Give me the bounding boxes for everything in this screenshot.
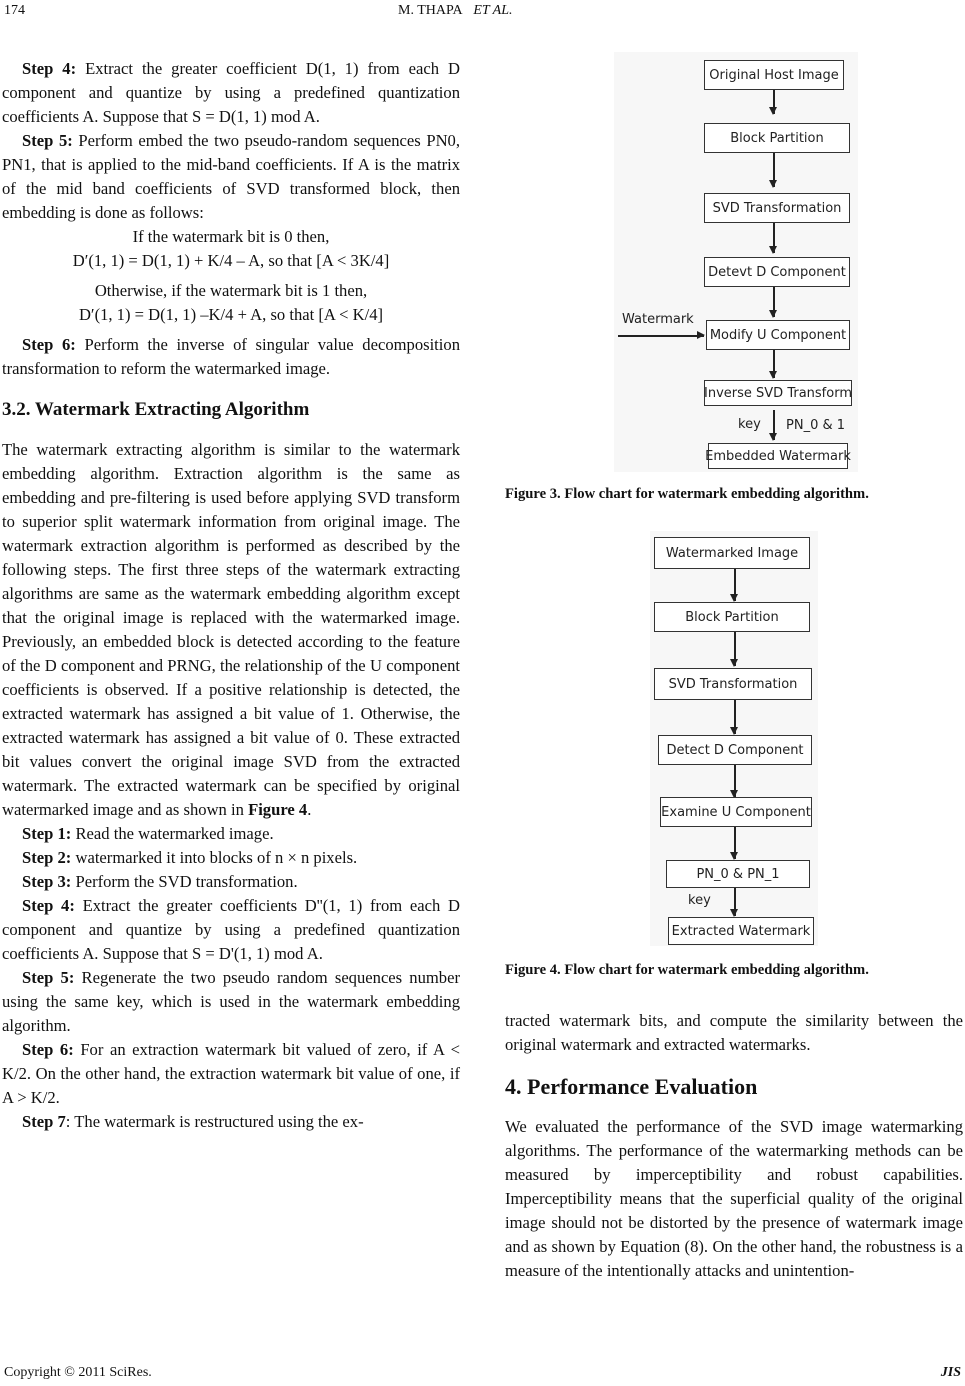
figure4-caption: Figure 4. Flow chart for watermark embedding algorithm. — [505, 962, 869, 978]
figure3-caption: Figure 3. Flow chart for watermark embedding algorithm. — [505, 486, 869, 502]
fig3-arrow-4 — [773, 287, 775, 317]
fig3-arrow-6 — [773, 410, 775, 440]
left-column — [2, 57, 460, 1134]
et-al: ET AL. — [473, 3, 513, 18]
step4: Step 4: Extract the greater coefficients D''(1, 1) from each D component and quantize by using a predefined quantization coefficients A. Suppose that S = D'(1, 1) mod A. — [2, 896, 460, 963]
paragraph-performance: We evaluated the performance of the SVD image watermarking algorithms. The performance of the watermarking methods can be measured by imperceptibility and robust capabilities. Imperceptibility means that the superficial quality of the original image should not be distorted by the presence of watermark image and as shown by Equation (8). On the other hand, the robustness is a measure of the intentionally attacks and unintention- — [505, 1117, 963, 1280]
fig4-arrow-1 — [734, 569, 736, 601]
figure3-flowchart — [614, 52, 858, 472]
paragraph-extraction: The watermark extracting algorithm is similar to the watermark embedding algorithm. Extraction algorithm is the same as embedding and pre-filtering is used before applying SVD transform to superior split watermark information from original image. The watermark extraction algorithm is performed as described by the following steps. The first three steps of the watermark extracting algorithms are same as the watermark embedding algorithm except that the original image is replaced with the watermarked image. Previously, an embedded block is detected according to the feature of the D component and PRNG, the relationship of the U component coefficients is observed. If a positive relationship is detected, the extracted watermark has assigned a bit value of 1. Otherwise, the extracted watermark has assigned a bit value of 0. These extracted bit values convert the original image SVD from the extracted watermark. The extracted watermark can be specified by original watermarked image and as shown in Figure 4. — [2, 440, 460, 819]
page-number: 174 — [4, 3, 25, 18]
footer-copyright: Copyright © 2011 SciRes. — [4, 1365, 152, 1380]
fig3-box-detect-d-component: Detevt D Component — [704, 257, 850, 287]
fig3-key-label: key — [738, 417, 761, 432]
fig3-box-block-partition: Block Partition — [704, 123, 850, 153]
fig4-box-pn: PN_0 & PN_1 — [666, 860, 810, 888]
step5: Step 5: Regenerate the two pseudo random sequences number using the same key, which is used in the watermark embedding algorithm. — [2, 968, 460, 1035]
fig4-box-examine-u-component: Examine U Component — [660, 797, 812, 827]
fig3-watermark-arrow — [618, 335, 704, 337]
fig3-box-inverse-svd: Inverse SVD Transform — [704, 380, 852, 406]
fig3-box-modify-u-component: Modify U Component — [706, 320, 850, 350]
step3: Step 3: Perform the SVD transformation. — [22, 872, 298, 891]
fig4-box-block-partition: Block Partition — [654, 602, 810, 632]
fig4-arrow-5 — [734, 827, 736, 859]
fig3-box-original-host-image: Original Host Image — [704, 60, 844, 90]
paragraph-step4-embed: Step 4: Extract the greater coefficient D(1, 1) from each D component and quantize by using a predefined quantization coefficients A. Suppose that S = D(1, 1) mod A. — [2, 59, 460, 126]
section-heading-4: 4. Performance Evaluation — [505, 1074, 758, 1099]
step1: Step 1: Read the watermarked image. — [22, 824, 274, 843]
authors: M. THAPA — [398, 3, 462, 18]
fig3-arrow-3 — [773, 223, 775, 253]
fig3-arrow-2 — [773, 153, 775, 187]
equation2-condition: Otherwise, if the watermark bit is 1 then, — [94, 281, 368, 300]
fig4-box-svd-transformation: SVD Transformation — [654, 668, 812, 700]
step7: Step 7: The watermark is restructured using the ex- — [22, 1112, 364, 1131]
footer-journal: JIS — [940, 1365, 961, 1380]
section-heading-3-2: 3.2. Watermark Extracting Algorithm — [2, 399, 310, 420]
fig3-box-embedded-watermark: Embedded Watermark — [708, 443, 848, 469]
fig4-key-label: key — [688, 893, 711, 908]
fig3-pn-label: PN_0 & 1 — [786, 418, 846, 433]
paragraph-step6-embed: Step 6: Perform the inverse of singular value decomposition transformation to reform the watermarked image. — [2, 335, 460, 378]
fig4-arrow-4 — [734, 765, 736, 797]
paragraph-continuation: tracted watermark bits, and compute the similarity between the original watermark and extracted watermarks. — [505, 1011, 963, 1054]
fig4-box-detect-d-component: Detect D Component — [658, 735, 812, 765]
fig4-box-extracted-watermark: Extracted Watermark — [668, 917, 814, 945]
right-column — [505, 1009, 963, 1283]
fig3-watermark-label: Watermark — [622, 312, 694, 327]
paragraph-step5-embed: Step 5: Perform embed the two pseudo-random sequences PN0, PN1, that is applied to the mid-band coefficients. If A is the matrix of the mid band coefficients of SVD transformed block, then embedding is done as follows: — [2, 131, 460, 222]
fig4-arrow-2 — [734, 632, 736, 666]
fig4-arrow-3 — [734, 700, 736, 734]
step2: Step 2: watermarked it into blocks of n × n pixels. — [22, 848, 358, 867]
step6: Step 6: For an extraction watermark bit valued of zero, if A < K/2. On the other hand, the extraction watermark bit value of one, if A > K/2. — [2, 1040, 460, 1107]
figure4-flowchart — [650, 531, 818, 946]
fig3-box-svd-transformation: SVD Transformation — [704, 193, 850, 223]
fig4-box-watermarked-image: Watermarked Image — [654, 537, 810, 569]
running-head-authors — [398, 3, 512, 19]
fig3-arrow-1 — [773, 90, 775, 114]
equation2: D′(1, 1) = D(1, 1) –K/4 + A, so that [A < K/4] — [78, 305, 384, 324]
equation1: D′(1, 1) = D(1, 1) + K/4 – A, so that [A < 3K/4] — [72, 251, 390, 270]
fig3-arrow-5 — [773, 350, 775, 378]
equation1-condition: If the watermark bit is 0 then, — [132, 227, 330, 246]
fig4-arrow-6 — [734, 888, 736, 916]
